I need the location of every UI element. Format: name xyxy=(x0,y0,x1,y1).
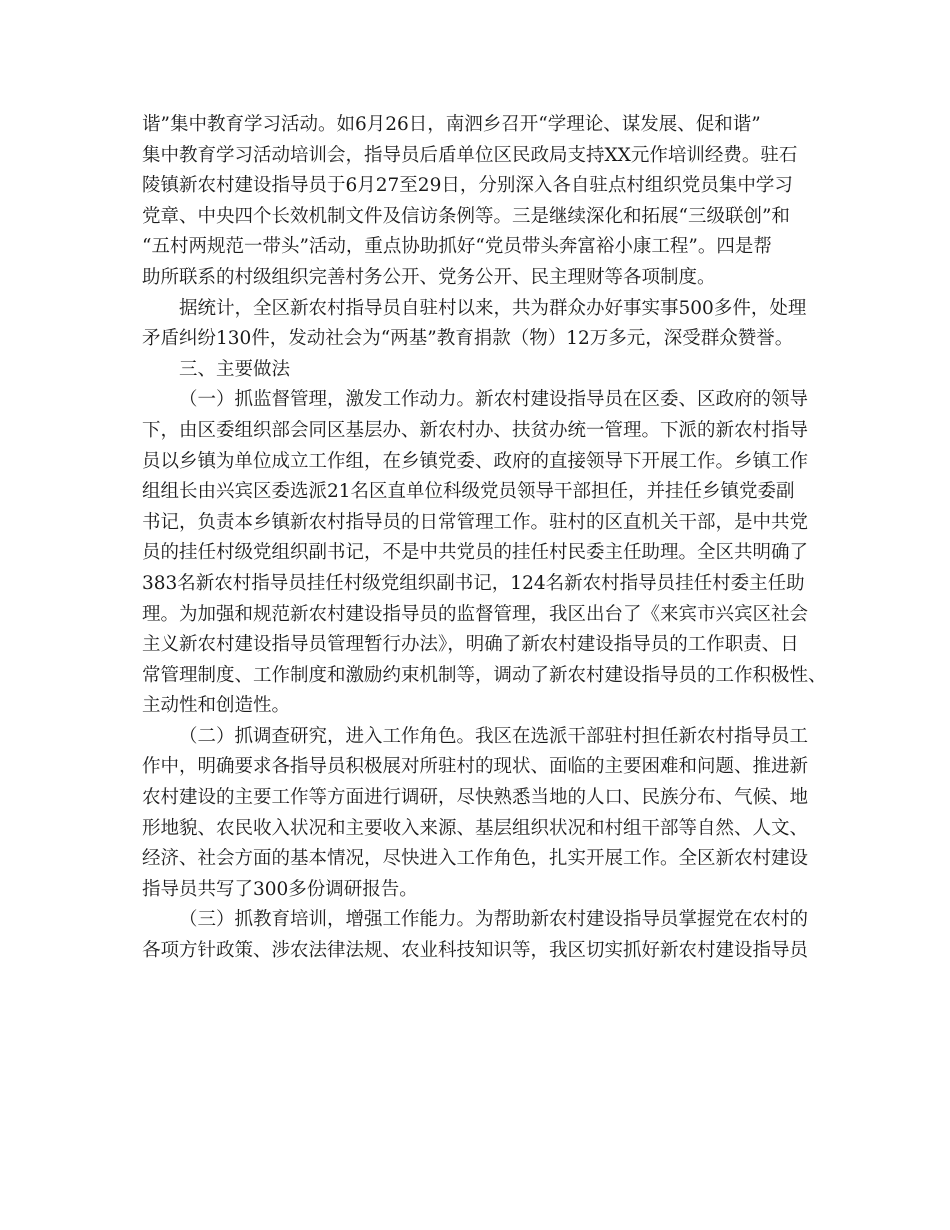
text-line: 理。为加强和规范新农村建设指导员的监督管理，我区出台了《来宾市兴宾区社会 xyxy=(142,603,809,625)
text-line: 383名新农村指导员挂任村级党组织副书记，124名新农村指导员挂任村委主任助 xyxy=(142,572,805,594)
text-line: 作中，明确要求各指导员积极展对所驻村的现状、面临的主要困难和问题、推进新 xyxy=(142,756,809,778)
text-line: 主义新农村建设指导员管理暂行办法》，明确了新农村建设指导员的工作职责、日 xyxy=(142,634,799,656)
text-line: 主动性和创造性。 xyxy=(142,695,291,717)
text-line: 农村建设的主要工作等方面进行调研，尽快熟悉当地的人口、民族分布、气候、地 xyxy=(142,787,809,809)
text-line: 集中教育学习活动培训会，指导员后盾单位区民政局支持XX元作培训经费。驻石 xyxy=(142,144,798,166)
document-page xyxy=(142,110,827,967)
text-line: （三）抓教育培训，增强工作能力。为帮助新农村建设指导员掌握党在农村的 xyxy=(179,909,809,931)
text-line: 各项方针政策、涉农法律法规、农业科技知识等，我区切实抓好新农村建设指导员 xyxy=(142,940,809,962)
section-heading xyxy=(142,355,822,386)
text-line: 书记，负责本乡镇新农村指导员的日常管理工作。驻村的区直机关干部，是中共党 xyxy=(142,511,809,533)
text-line: 据统计，全区新农村指导员自驻村以来，共为群众办好事实事500多件，处理 xyxy=(179,297,807,319)
heading-line: 三、主要做法 xyxy=(179,358,291,380)
paragraph-supervision xyxy=(142,385,827,722)
text-line: “五村两规范一带头”活动，重点协助抓好“党员带头奔富裕小康工程”。四是帮 xyxy=(142,236,772,258)
text-line: （一）抓监督管理，激发工作动力。新农村建设指导员在区委、区政府的领导 xyxy=(179,389,809,411)
text-line: 党章、中央四个长效机制文件及信访条例等。三是继续深化和拓展“三级联创”和 xyxy=(142,205,790,227)
text-line: 组组长由兴宾区委选派21名区直单位科级党员领导干部担任，并挂任乡镇党委副 xyxy=(142,481,795,503)
text-line: 形地貌、农民收入状况和主要收入来源、基层组织状况和村组干部等自然、人文、 xyxy=(142,817,809,839)
text-line: 矛盾纠纷130件，发动社会为“两基”教育捐款（物）12万多元，深受群众赞誉。 xyxy=(142,328,794,350)
text-line: 员的挂任村级党组织副书记，不是中共党员的挂任村民委主任助理。全区共明确了 xyxy=(142,542,809,564)
text-line: 谐”集中教育学习活动。如6月26日，南泗乡召开“学理论、谋发展、促和谐” xyxy=(142,114,761,135)
paragraph-training xyxy=(142,905,822,966)
text-line: 指导员共写了300多份调研报告。 xyxy=(142,878,418,900)
text-line: 下，由区委组织部会同区基层办、新农村办、扶贫办统一管理。下派的新农村指导 xyxy=(142,419,809,441)
paragraph-statistics xyxy=(142,294,822,355)
paragraph-1 xyxy=(142,110,822,294)
paragraph-research xyxy=(142,722,822,906)
text-line: 常管理制度、工作制度和激励约束机制等，调动了新农村建设指导员的工作积极性、 xyxy=(142,664,827,686)
text-line: 员以乡镇为单位成立工作组，在乡镇党委、政府的直接领导下开展工作。乡镇工作 xyxy=(142,450,809,472)
text-line: 助所联系的村级组织完善村务公开、党务公开、民主理财等各项制度。 xyxy=(142,266,716,288)
text-line: 陵镇新农村建设指导员于6月27至29日，分别深入各自驻点村组织党员集中学习 xyxy=(142,175,793,197)
text-line: （二）抓调查研究，进入工作角色。我区在选派干部驻村担任新农村指导员工 xyxy=(179,725,809,747)
text-line: 经济、社会方面的基本情况，尽快进入工作角色，扎实开展工作。全区新农村建设 xyxy=(142,848,809,870)
